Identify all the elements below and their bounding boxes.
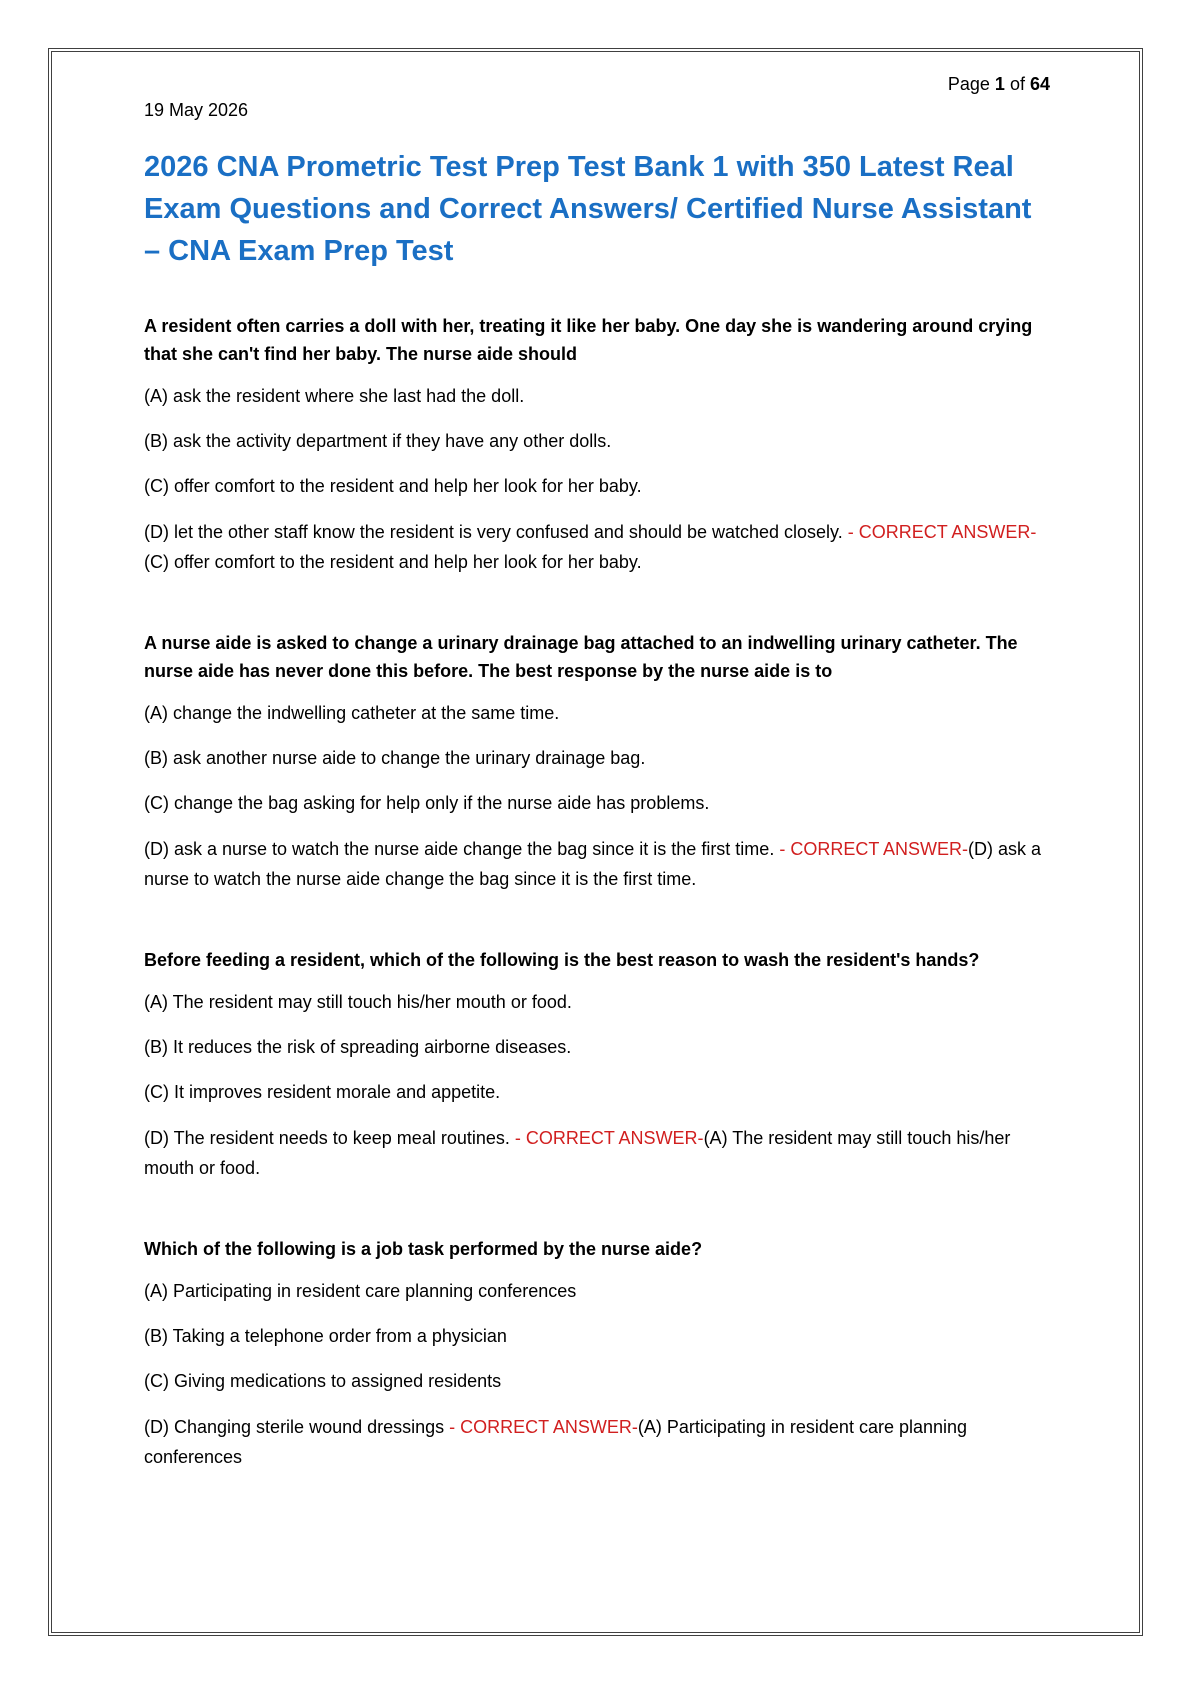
page-total: 64	[1029, 74, 1050, 94]
page-of: of	[1009, 74, 1025, 94]
option-d-with-answer	[144, 1123, 1049, 1183]
option-d: (D) Changing sterile wound dressings	[144, 1417, 445, 1437]
option-c: (C) It improves resident morale and appetite.	[144, 1082, 501, 1102]
question-text: Which of the following is a job task performed by the nurse aide?	[144, 1239, 703, 1259]
question-text: A nurse aide is asked to change a urinary drainage bag attached to an indwelling urinary catheter. The nurse aide has never done this before. The best response by the nurse aide is to	[144, 633, 1018, 681]
question-block	[144, 946, 1049, 1183]
correct-answer-text: (D) ask a nurse to watch the nurse aide change the bag since it is the first time.	[144, 839, 1042, 889]
option-d: (D) ask a nurse to watch the nurse aide change the bag since it is the first time.	[144, 839, 775, 859]
page-current: 1	[994, 74, 1005, 94]
page-label: Page	[947, 74, 990, 94]
option-c: (C) change the bag asking for help only if the nurse aide has problems.	[144, 793, 710, 813]
page-number	[948, 72, 1050, 96]
question-text: Before feeding a resident, which of the following is the best reason to wash the resident's hands?	[144, 950, 980, 970]
option-c: (C) offer comfort to the resident and help her look for her baby.	[144, 476, 642, 496]
option-b: (B) Taking a telephone order from a physician	[144, 1326, 507, 1346]
option-d-with-answer	[144, 1412, 1049, 1472]
option-a: (A) Participating in resident care planning conferences	[144, 1281, 577, 1301]
correct-answer-text: (A) Participating in resident care planning conferences	[144, 1417, 968, 1467]
question-block	[144, 312, 1049, 577]
option-a: (A) The resident may still touch his/her mouth or food.	[144, 992, 572, 1012]
correct-answer-marker: - CORRECT ANSWER-	[774, 839, 969, 859]
option-d-with-answer	[144, 834, 1049, 894]
correct-answer-text: (C) offer comfort to the resident and help her look for her baby.	[144, 552, 642, 572]
document-title: 2026 CNA Prometric Test Prep Test Bank 1 with 350 Latest Real Exam Questions and Correct Answers/ Certified Nurse Assistant – CNA Exam Prep Test	[144, 151, 1032, 267]
correct-answer-marker: - CORRECT ANSWER-	[842, 522, 1037, 542]
option-b: (B) It reduces the risk of spreading airborne diseases.	[144, 1037, 572, 1057]
correct-answer-marker: - CORRECT ANSWER-	[509, 1128, 704, 1148]
option-b: (B) ask another nurse aide to change the urinary drainage bag.	[144, 748, 646, 768]
question-block	[144, 629, 1049, 894]
option-c: (C) Giving medications to assigned residents	[144, 1371, 502, 1391]
option-a: (A) change the indwelling catheter at the same time.	[144, 703, 560, 723]
correct-answer-marker: - CORRECT ANSWER-	[444, 1417, 638, 1437]
question-text: A resident often carries a doll with her, treating it like her baby. One day she is wandering around crying that she can't find her baby. The nurse aide should	[144, 316, 1033, 364]
question-block	[144, 1235, 1049, 1472]
option-d: (D) The resident needs to keep meal routines.	[144, 1128, 510, 1148]
option-b: (B) ask the activity department if they have any other dolls.	[144, 431, 612, 451]
option-d: (D) let the other staff know the resident is very confused and should be watched closely.	[144, 522, 843, 542]
document-date: 19 May 2026	[144, 100, 249, 120]
document-body	[144, 98, 1049, 1524]
option-a: (A) ask the resident where she last had the doll.	[144, 386, 525, 406]
correct-answer-text: (A) The resident may still touch his/her mouth or food.	[144, 1128, 1011, 1178]
option-d-with-answer	[144, 517, 1049, 577]
